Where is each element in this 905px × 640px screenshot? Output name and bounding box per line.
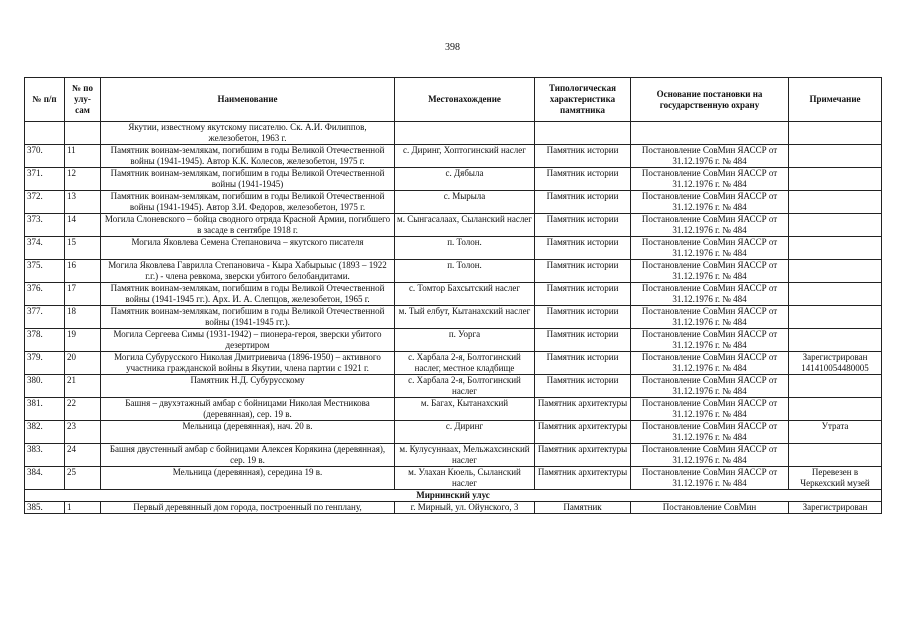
cell-ulus-num: 17 — [65, 283, 101, 306]
table-row — [25, 191, 882, 214]
cell-note — [789, 260, 882, 283]
cell-basis: Постановление СовМин ЯАССР от 31.12.1976 г. № 484 — [631, 168, 789, 191]
cell-type: Памятник истории — [535, 145, 631, 168]
cell-basis: Постановление СовМин ЯАССР от 31.12.1976 г. № 484 — [631, 145, 789, 168]
cell-num: 385. — [25, 502, 65, 514]
cell-type: Памятник истории — [535, 283, 631, 306]
cell-num: 378. — [25, 329, 65, 352]
cell-name: Памятник воинам-землякам, погибшим в годы Великой Отечественной войны (1941-1945). Автор К.К. Колесов, железобетон, 1975 г. — [101, 145, 395, 168]
cell-location: с. Томтор Бахсытский наслег — [395, 283, 535, 306]
cell-num: 377. — [25, 306, 65, 329]
header-name: Наименование — [101, 78, 395, 122]
cell-basis: Постановление СовМин ЯАССР от 31.12.1976 г. № 484 — [631, 421, 789, 444]
cell-name: Мельница (деревянная), середина 19 в. — [101, 467, 395, 490]
cell-basis: Постановление СовМин ЯАССР от 31.12.1976 г. № 484 — [631, 306, 789, 329]
cell-name: Памятник воинам-землякам, погибшим в годы Великой Отечественной войны (1941-1945). Автор З.И. Федоров, железобетон, 1975 г. — [101, 191, 395, 214]
cell-basis: Постановление СовМин ЯАССР от 31.12.1976 г. № 484 — [631, 237, 789, 260]
table-row — [25, 260, 882, 283]
cell-type: Памятник истории — [535, 237, 631, 260]
cell-ulus-num: 1 — [65, 502, 101, 514]
cell-ulus-num: 22 — [65, 398, 101, 421]
cell-note: Зарегистрирован — [789, 502, 882, 514]
cell-note — [789, 283, 882, 306]
cell-basis: Постановление СовМин ЯАССР от 31.12.1976 г. № 484 — [631, 352, 789, 375]
cell-ulus-num: 19 — [65, 329, 101, 352]
cell-basis: Постановление СовМин ЯАССР от 31.12.1976 г. № 484 — [631, 283, 789, 306]
table-header-row — [25, 78, 882, 122]
cell-basis: Постановление СовМин ЯАССР от 31.12.1976 г. № 484 — [631, 398, 789, 421]
table-row — [25, 467, 882, 490]
cell-ulus-num: 21 — [65, 375, 101, 398]
cell-location: с. Диринг — [395, 421, 535, 444]
cell-note — [789, 398, 882, 421]
cell-location: м. Улахан Кюель, Сыланский наслег — [395, 467, 535, 490]
cell-type: Памятник истории — [535, 168, 631, 191]
cell-note: Зарегистрирован 141410054480005 — [789, 352, 882, 375]
cell-name: Могила Яковлева Гаврилла Степановича - Кыра Хабырыыс (1893 – 1922 г.г.) - члена ревкома, зверски убитого белобандитами. — [101, 260, 395, 283]
cell-note — [789, 329, 882, 352]
monuments-table — [24, 77, 882, 514]
cell-type: Памятник архитектуры — [535, 421, 631, 444]
cell-num: 381. — [25, 398, 65, 421]
cell-basis: Постановление СовМин ЯАССР от 31.12.1976 г. № 484 — [631, 191, 789, 214]
cell-name: Могила Субурусского Николая Дмитриевича (1896-1950) – активного участника гражданской войны в Якутии, члена партии с 1921 г. — [101, 352, 395, 375]
cell-note — [789, 237, 882, 260]
table-row — [25, 421, 882, 444]
table-row — [25, 329, 882, 352]
cell-num: 384. — [25, 467, 65, 490]
table-row — [25, 444, 882, 467]
cell-name: Памятник воинам-землякам, погибшим в годы Великой Отечественной войны (1941-1945 гг.). Арх. И. А. Слепцов, железобетон, 1965 г. — [101, 283, 395, 306]
cell-type: Памятник архитектуры — [535, 398, 631, 421]
cell-name: Башня двустенный амбар с бойницами Алексея Корякина (деревянная), сер. 19 в. — [101, 444, 395, 467]
cell-basis: Постановление СовМин ЯАССР от 31.12.1976 г. № 484 — [631, 214, 789, 237]
cell-name: Могила Слоневского – бойца сводного отряда Красной Армии, погибшего в засаде в сентябре 1918 г. — [101, 214, 395, 237]
cell-num: 372. — [25, 191, 65, 214]
cell-num: 371. — [25, 168, 65, 191]
cell-type: Памятник архитектуры — [535, 444, 631, 467]
cell-num: 375. — [25, 260, 65, 283]
cell-ulus-num: 11 — [65, 145, 101, 168]
page-number: 398 — [445, 42, 460, 53]
cell-num: 383. — [25, 444, 65, 467]
cell-location: м. Тый елбут, Кытанахский наслег — [395, 306, 535, 329]
header-note: Примечание — [789, 78, 882, 122]
cell-note — [789, 214, 882, 237]
cell-name: Могила Сергеева Симы (1931-1942) – пионера-героя, зверски убитого дезертиром — [101, 329, 395, 352]
cell-basis: Постановление СовМин ЯАССР от 31.12.1976 г. № 484 — [631, 467, 789, 490]
cell-num: 379. — [25, 352, 65, 375]
cell-ulus-num: 20 — [65, 352, 101, 375]
cell-basis: Постановление СовМин ЯАССР от 31.12.1976 г. № 484 — [631, 375, 789, 398]
cell-num: 373. — [25, 214, 65, 237]
cell-location: п. Толон. — [395, 237, 535, 260]
cell-num: 380. — [25, 375, 65, 398]
cell-location: п. Толон. — [395, 260, 535, 283]
cell-name: Памятник Н.Д. Субурусскому — [101, 375, 395, 398]
table-row — [25, 352, 882, 375]
cell-name: Памятник воинам-землякам, погибшим в годы Великой Отечественной войны (1941-1945 гг.). — [101, 306, 395, 329]
table-row — [25, 168, 882, 191]
table-row — [25, 283, 882, 306]
cell-type: Памятник истории — [535, 214, 631, 237]
cell-note — [789, 306, 882, 329]
cell-location: с. Харбала 2-я, Болтогинский наслег — [395, 375, 535, 398]
cell-name: Могила Яковлева Семена Степановича – якутского писателя — [101, 237, 395, 260]
cell-basis: Постановление СовМин ЯАССР от 31.12.1976 г. № 484 — [631, 329, 789, 352]
cell-type: Памятник истории — [535, 352, 631, 375]
cell-location: с. Харбала 2-я, Болтогинский наслег, местное кладбище — [395, 352, 535, 375]
cell-type: Памятник истории — [535, 260, 631, 283]
cell-name: Памятник воинам-землякам, погибшим в годы Великой Отечественной войны (1941-1945) — [101, 168, 395, 191]
cell-ulus-num: 25 — [65, 467, 101, 490]
cell-location: м. Сынгасалаах, Сыланский наслег — [395, 214, 535, 237]
cell-location: с. Дябыла — [395, 168, 535, 191]
cell-name: Мельница (деревянная), нач. 20 в. — [101, 421, 395, 444]
cell-location: с. Мырыла — [395, 191, 535, 214]
cell-ulus-num: 13 — [65, 191, 101, 214]
cell-type: Памятник истории — [535, 375, 631, 398]
cell-num: 374. — [25, 237, 65, 260]
continuation-name: Якутии, известному якутскому писателю. Ск. А.И. Филиппов, железобетон, 1963 г. — [101, 122, 395, 145]
header-ulus-num: № по улу-сам — [65, 78, 101, 122]
cell-ulus-num: 24 — [65, 444, 101, 467]
cell-location: г. Мирный, ул. Ойунского, 3 — [395, 502, 535, 514]
table-row — [25, 502, 882, 514]
table-row — [25, 398, 882, 421]
cell-name: Первый деревянный дом города, построенный по генплану, — [101, 502, 395, 514]
header-num: № п/п — [25, 78, 65, 122]
cell-note — [789, 145, 882, 168]
cell-ulus-num: 23 — [65, 421, 101, 444]
cell-note — [789, 375, 882, 398]
cell-ulus-num: 14 — [65, 214, 101, 237]
cell-ulus-num: 15 — [65, 237, 101, 260]
cell-location: м. Багах, Кытанахский — [395, 398, 535, 421]
cell-note: Утрата — [789, 421, 882, 444]
table-row — [25, 145, 882, 168]
table-row — [25, 237, 882, 260]
cell-type: Памятник истории — [535, 191, 631, 214]
cell-type: Памятник истории — [535, 329, 631, 352]
cell-num: 370. — [25, 145, 65, 168]
cell-note — [789, 444, 882, 467]
header-type: Типологическая характеристика памятника — [535, 78, 631, 122]
cell-name: Башня – двухэтажный амбар с бойницами Николая Местникова (деревянная), сер. 19 в. — [101, 398, 395, 421]
cell-ulus-num: 18 — [65, 306, 101, 329]
section-title: Мирнинский улус — [25, 490, 882, 502]
cell-basis: Постановление СовМин ЯАССР от 31.12.1976 г. № 484 — [631, 260, 789, 283]
cell-ulus-num: 16 — [65, 260, 101, 283]
cell-basis: Постановление СовМин — [631, 502, 789, 514]
table-row — [25, 122, 882, 145]
cell-num: 382. — [25, 421, 65, 444]
table-row — [25, 375, 882, 398]
cell-location: м. Кулусуннаах, Мельжахсинский наслег — [395, 444, 535, 467]
cell-location: с. Диринг, Хоптогинский наслег — [395, 145, 535, 168]
cell-note — [789, 168, 882, 191]
cell-ulus-num: 12 — [65, 168, 101, 191]
table-row — [25, 306, 882, 329]
table-row — [25, 214, 882, 237]
cell-location: п. Уорга — [395, 329, 535, 352]
cell-type: Памятник архитектуры — [535, 467, 631, 490]
cell-type: Памятник — [535, 502, 631, 514]
header-basis: Основание постановки на государственную охрану — [631, 78, 789, 122]
cell-type: Памятник истории — [535, 306, 631, 329]
cell-basis: Постановление СовМин ЯАССР от 31.12.1976 г. № 484 — [631, 444, 789, 467]
cell-note: Перевезен в Черкехский музей — [789, 467, 882, 490]
section-row — [25, 490, 882, 502]
header-location: Местонахождение — [395, 78, 535, 122]
cell-num: 376. — [25, 283, 65, 306]
cell-note — [789, 191, 882, 214]
